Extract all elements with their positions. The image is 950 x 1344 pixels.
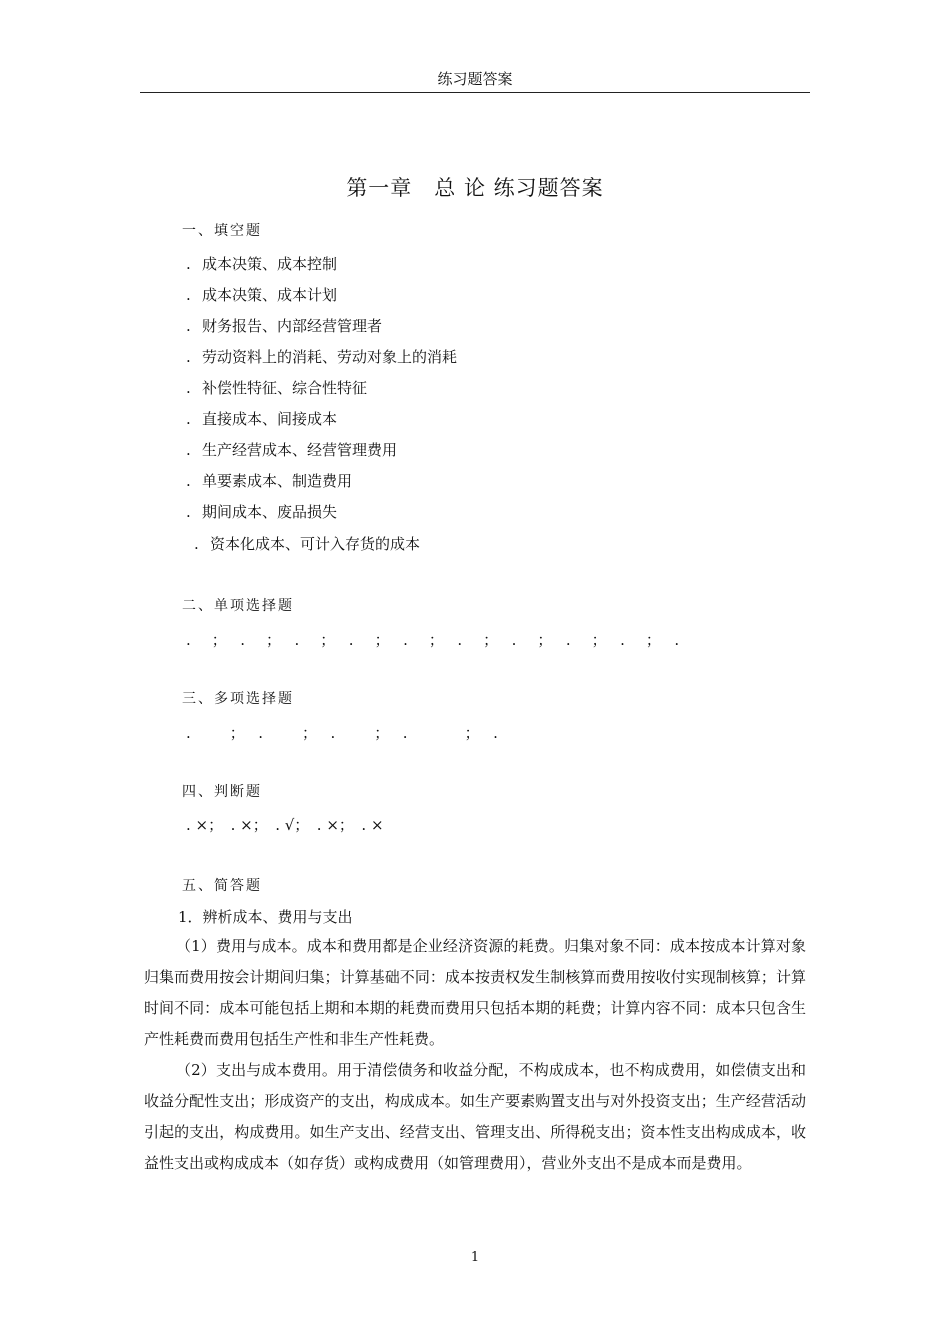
- fill-item: . 财务报告、内部经营管理者: [186, 317, 383, 335]
- chapter-title: 第一章 总 论 练习题答案: [346, 176, 604, 200]
- fill-item: . 生产经营成本、经营管理费用: [186, 441, 398, 459]
- paragraph-1: （1）费用与成本。成本和费用都是企业经济资源的耗费。归集对象不同：成本按成本计算对象归集而费用按会计期间归集；计算基础不同：成本按责权发生制核算而费用按收付实现制核算；计算时间不同：成本可能包括上期和本期的耗费而费用只包括本期的耗费；计算内容不同：成本只包含生产性耗费而费用包括生产性和非生产性耗费。: [144, 937, 806, 1048]
- section-judge: 四、判断题: [182, 784, 262, 800]
- header-text: 练习题答案: [437, 70, 513, 88]
- fill-item: . 成本决策、成本控制: [186, 255, 338, 273]
- question-1-title: 1．辨析成本、费用与支出: [178, 908, 353, 926]
- fill-item: . 资本化成本、可计入存货的成本: [194, 535, 421, 553]
- fill-item: . 劳动资料上的消耗、劳动对象上的消耗: [186, 348, 458, 366]
- fill-item: . 直接成本、间接成本: [186, 410, 338, 428]
- paragraph-2: （2）支出与成本费用。用于清偿债务和收益分配，不构成成本，也不构成费用，如偿债支出和收益分配性支出；形成资产的支出，构成成本。如生产要素购置支出与对外投资支出；生产经营活动引起的支出，构成费用。如生产支出、经营支出、管理支出、所得税支出；资本性支出构成成本，收益性支出或构成成本（如存货）或构成费用（如管理费用），营业外支出不是成本而是费用。: [144, 1061, 806, 1172]
- judge-answers: . ×； . ×； . √； . ×； . ×: [186, 816, 384, 834]
- section-single-choice: 二、单项选择题: [182, 598, 294, 614]
- fill-item: . 成本决策、成本计划: [186, 286, 338, 304]
- section-fill-in: 一、填空题: [182, 223, 262, 239]
- fill-item: . 补偿性特征、综合性特征: [186, 379, 368, 397]
- section-multi-choice: 三、多项选择题: [182, 691, 294, 707]
- page-header: [140, 70, 810, 93]
- single-choice-answers: . ； . ； . ； . ； . ； . ； . ； . ； . ； .: [186, 631, 683, 649]
- section-short-answer: 五、简答题: [182, 878, 262, 894]
- fill-item: . 单要素成本、制造费用: [186, 472, 353, 490]
- page-number: 1: [470, 1250, 480, 1265]
- fill-item: . 期间成本、废品损失: [186, 503, 338, 521]
- multi-choice-answers: . ； . ； . ； . ； .: [186, 724, 501, 742]
